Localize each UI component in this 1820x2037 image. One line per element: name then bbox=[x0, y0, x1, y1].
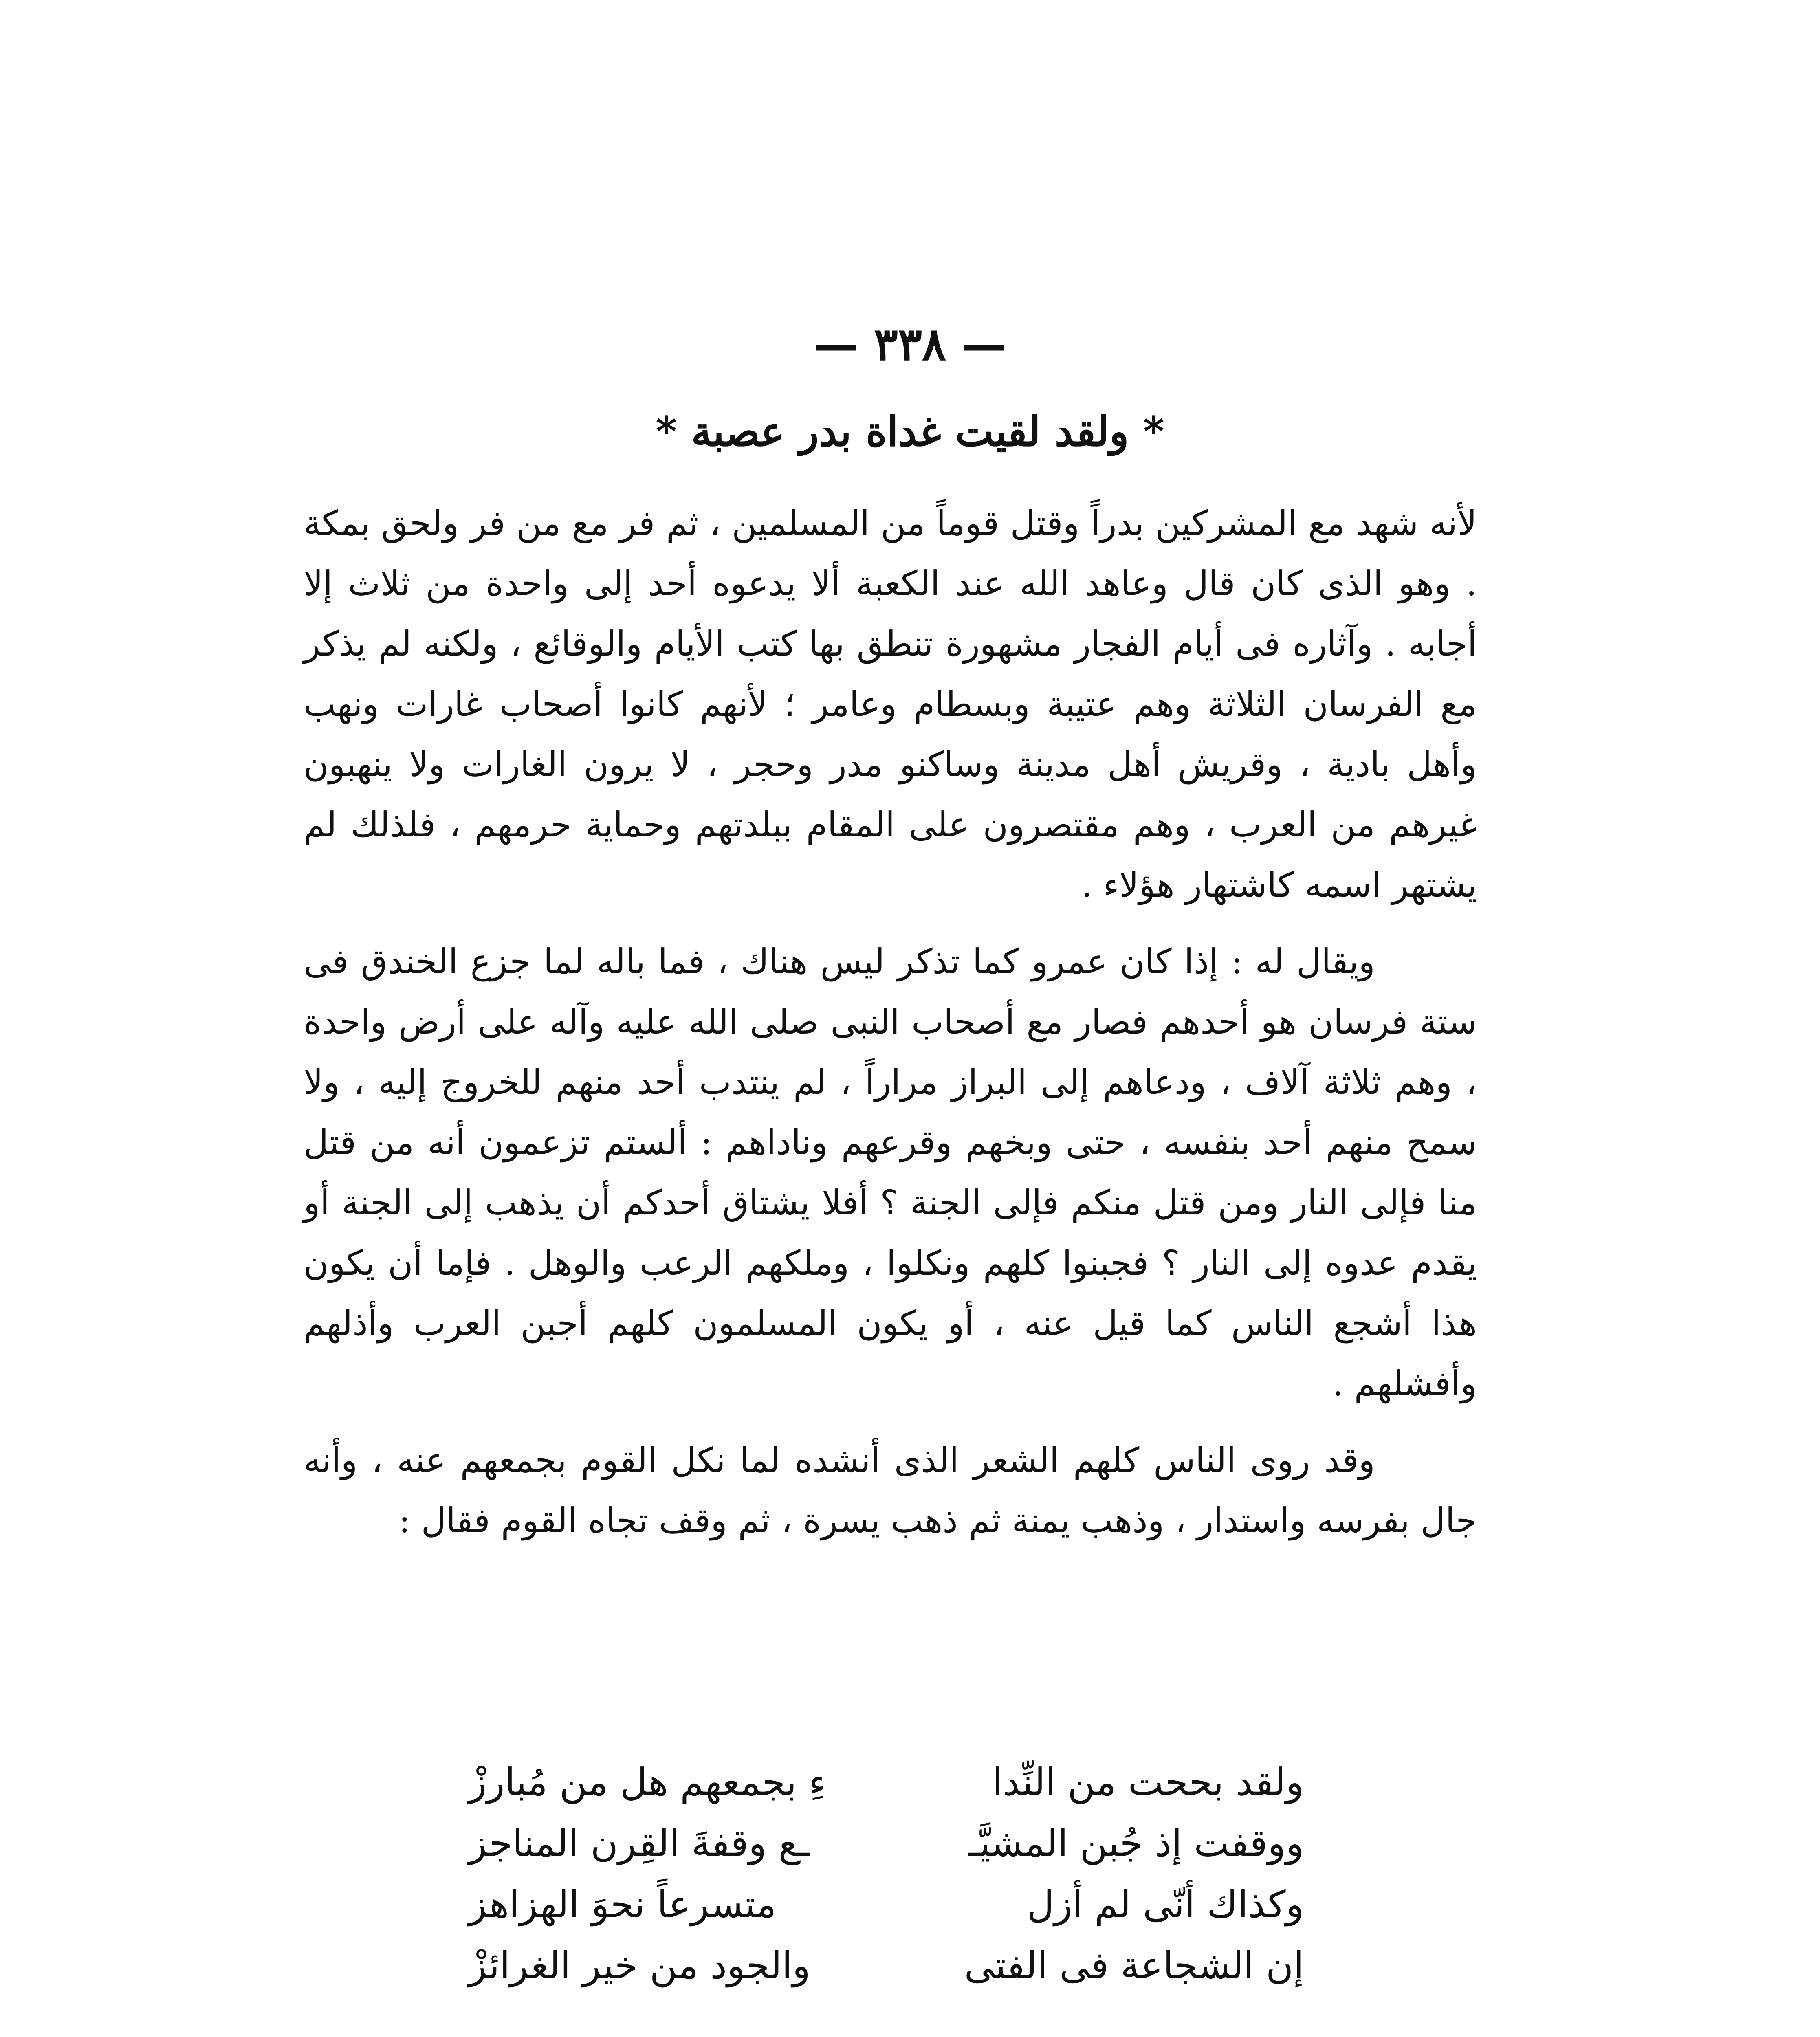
verse-second-hemistich: والجود من خير الغرائزْ bbox=[469, 1944, 811, 1987]
verse-first-hemistich: ووقفت إذ جُبن المشيَّـ bbox=[968, 1821, 1304, 1865]
poem-verse-1 bbox=[469, 1752, 1304, 1813]
paragraph-2: ويقال له : إذا كان عمرو كما تذكر ليس هناك ، فما باله لما جزع الخندق فى ستة فرسان هو أحدهم فصار مع أصحاب النبى صلى الله عليه وآله على أرض واحدة ، وهم ثلاثة آلاف ، ودعاهم إلى البراز مراراً ، لم ينتدب أحد منهم للخروج إليه ، ولا سمح منهم أحد بنفسه ، حتى وبخهم وقرعهم وناداهم : ألستم تزعمون أنه من قتل منا فإلى النار ومن قتل منكم فإلى الجنة ؟ أفلا يشتاق أحدكم أن يذهب إلى الجنة أو يقدم عدوه إلى النار ؟ فجبنوا كلهم ونكلوا ، وملكهم الرعب والوهل . فإما أن يكون هذا أشجع الناس كما قيل عنه ، أو يكون المسلمون كلهم أجبن العرب وأذلهم وأفشلهم . bbox=[304, 942, 1477, 1403]
verse-second-hemistich: ـع وقفةَ القِرن المناجز bbox=[469, 1821, 810, 1865]
verse-first-hemistich: إن الشجاعة فى الفتى bbox=[964, 1944, 1304, 1987]
poem-verse-2 bbox=[469, 1813, 1304, 1874]
poem-verse-3 bbox=[469, 1874, 1304, 1935]
verse-first-hemistich: ولقد بححت من النِّدا bbox=[992, 1760, 1304, 1804]
verse-heading: * ولقد لقيت غداة بدر عصبة * bbox=[656, 407, 1164, 455]
poem-verses bbox=[469, 1752, 1304, 1996]
poem-verse-4 bbox=[469, 1935, 1304, 1996]
verse-second-hemistich: متسرعاً نحوَ الهزاهز bbox=[469, 1883, 777, 1926]
page-number: — ٣٣٨ — bbox=[813, 318, 1007, 370]
paragraph-3: وقد روى الناس كلهم الشعر الذى أنشده لما نكل القوم بجمعهم عنه ، وأنه جال بفرسه واستدار ، وذهب يمنة ثم ذهب يسرة ، ثم وقف تجاه القوم فقال : bbox=[304, 1440, 1477, 1540]
verse-first-hemistich: وكذاك أنّى لم أزل bbox=[1027, 1883, 1304, 1926]
body-text bbox=[304, 493, 1477, 1567]
verse-second-hemistich: ءِ بجمعهم هل من مُبارزْ bbox=[469, 1760, 826, 1804]
paragraph-1: لأنه شهد مع المشركين بدراً وقتل قوماً من المسلمين ، ثم فر مع من فر ولحق بمكة . وهو الذى كان قال وعاهد الله عند الكعبة ألا يدعوه أحد إلى واحدة من ثلاث إلا أجابه . وآثاره فى أيام الفجار مشهورة تنطق بها كتب الأيام والوقائع ، ولكنه لم يذكر مع الفرسان الثلاثة وهم عتيبة وبسطام وعامر ؛ لأنهم كانوا أصحاب غارات ونهب وأهل بادية ، وقريش أهل مدينة وساكنو مدر وحجر ، لا يرون الغارات ولا ينهبون غيرهم من العرب ، وهم مقتصرون على المقام ببلدتهم وحماية حرمهم ، فلذلك لم يشتهر اسمه كاشتهار هؤلاء . bbox=[304, 503, 1477, 905]
